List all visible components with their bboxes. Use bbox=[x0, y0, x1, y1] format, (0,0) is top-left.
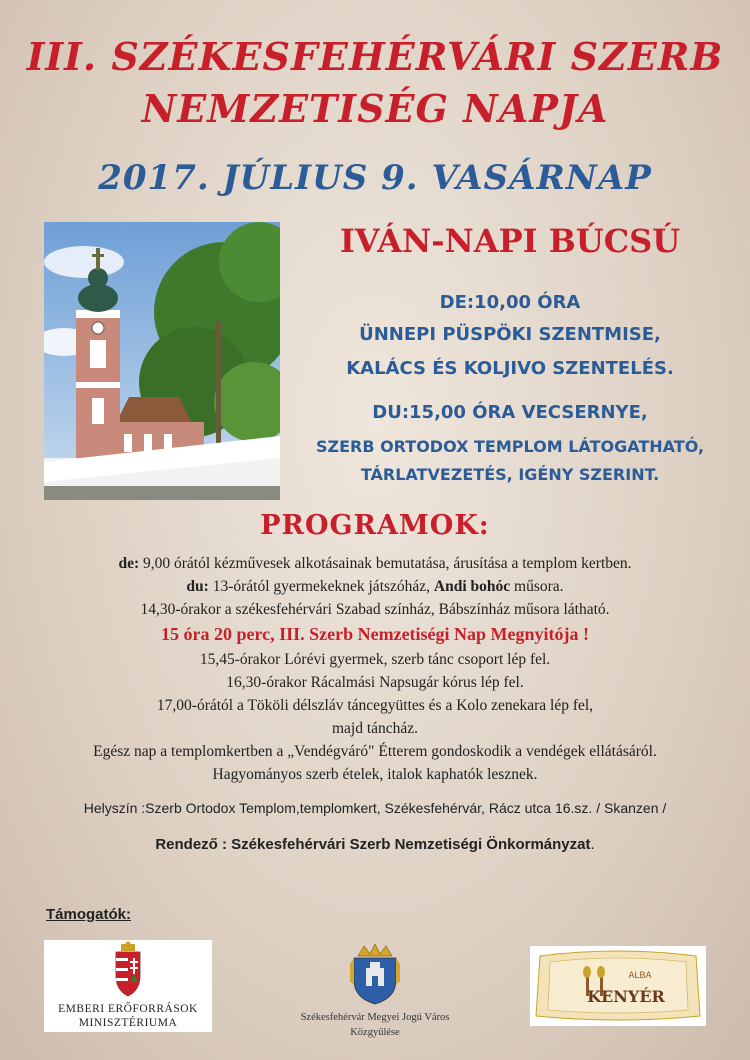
program-line-5: 15,45-órakor Lórévi gyermek, szerb tánc csoport lép fel. bbox=[199, 651, 551, 668]
morning-line-1: ÜNNEPI PÜSPÖKI SZENTMISE, bbox=[359, 324, 661, 345]
event-date: 2017. JÚLIUS 9. VASÁRNAP bbox=[98, 158, 652, 198]
afternoon-line-1: SZERB ORTODOX TEMPLOM LÁTOGATHATÓ, bbox=[315, 437, 705, 456]
city-name-line-1: Székesfehérvár Megyei Jogú Város bbox=[300, 1012, 450, 1023]
title-line-2: NEMZETISÉG NAPJA bbox=[141, 86, 609, 131]
program-line-2 bbox=[0, 578, 750, 596]
city-caption bbox=[260, 1010, 490, 1040]
program-line-3: 14,30-órakor a székesfehérvári Szabad színház, Bábszínház műsora látható. bbox=[140, 601, 610, 618]
location-text: Helyszín :Szerb Ortodox Templom,templomkert, Székesfehérvár, Rácz utca 16.sz. / Skanzen / bbox=[83, 800, 667, 816]
program-line-1 bbox=[0, 555, 750, 573]
ministry-name-line-1: EMBERI ERŐFORRÁSOK bbox=[58, 1003, 198, 1015]
event-subtitle: IVÁN-NAPI BÚCSÚ bbox=[339, 222, 681, 260]
bakery-top-text: ALBA bbox=[628, 970, 652, 980]
organizer-name: Rendező : Székesfehérvári Szerb Nemzetiségi Önkormányzat bbox=[155, 836, 591, 853]
afternoon-time: DU:15,00 ÓRA VECSERNYE, bbox=[372, 402, 648, 423]
program-line-10: Hagyományos szerb ételek, italok kaphatók lesznek. bbox=[212, 766, 538, 783]
morning-line-2: KALÁCS ÉS KOLJIVO SZENTELÉS. bbox=[346, 358, 674, 379]
program-line-2-text-a: 13-órától gyermekeknek játszóház, bbox=[208, 578, 434, 595]
hungarian-coat-of-arms-icon bbox=[44, 940, 212, 1000]
bakery-logo bbox=[530, 946, 706, 1026]
city-name-line-2: Közgyűlése bbox=[350, 1027, 400, 1038]
program-line-9: Egész nap a templomkertben a „Vendégváró" Étterem gondoskodik a vendégek ellátásáról. bbox=[93, 743, 657, 760]
church-photo bbox=[44, 222, 280, 500]
program-line-opening: 15 óra 20 perc, III. Szerb Nemzetiségi Nap Megnyitója ! bbox=[160, 624, 590, 644]
programs-heading: PROGRAMOK: bbox=[260, 510, 490, 541]
title-line-1: III. SZÉKESFEHÉRVÁRI SZERB bbox=[26, 34, 724, 79]
ministry-logo bbox=[44, 940, 212, 1032]
program-line-2-label: du: bbox=[186, 578, 209, 595]
sponsors-label: Támogatók: bbox=[46, 906, 132, 923]
program-line-2-performer: Andi bohóc bbox=[433, 578, 511, 595]
program-line-1-label: de: bbox=[118, 555, 140, 572]
ministry-name-line-2: MINISZTÉRIUMA bbox=[78, 1017, 178, 1029]
morning-time: DE:10,00 ÓRA bbox=[439, 292, 581, 313]
organizer-period: . bbox=[590, 836, 595, 853]
program-line-6: 16,30-órakor Rácalmási Napsugár kórus lép fel. bbox=[226, 674, 524, 691]
afternoon-line-2: TÁRLATVEZETÉS, IGÉNY SZERINT. bbox=[360, 465, 660, 484]
program-line-2-text-b: műsora. bbox=[510, 578, 564, 595]
program-line-7: 17,00-órától a Tököli délszláv táncegyüttes és a Kolo zenekara lép fel, bbox=[156, 697, 594, 714]
program-line-1-text: 9,00 órától kézművesek alkotásainak bemutatása, árusítása a templom kertben. bbox=[139, 555, 632, 572]
bakery-name-text: KENYÉR bbox=[587, 987, 665, 1006]
program-line-8: majd táncház. bbox=[331, 720, 419, 737]
city-coat-of-arms-icon bbox=[340, 944, 410, 1006]
organizer-text bbox=[0, 836, 750, 853]
